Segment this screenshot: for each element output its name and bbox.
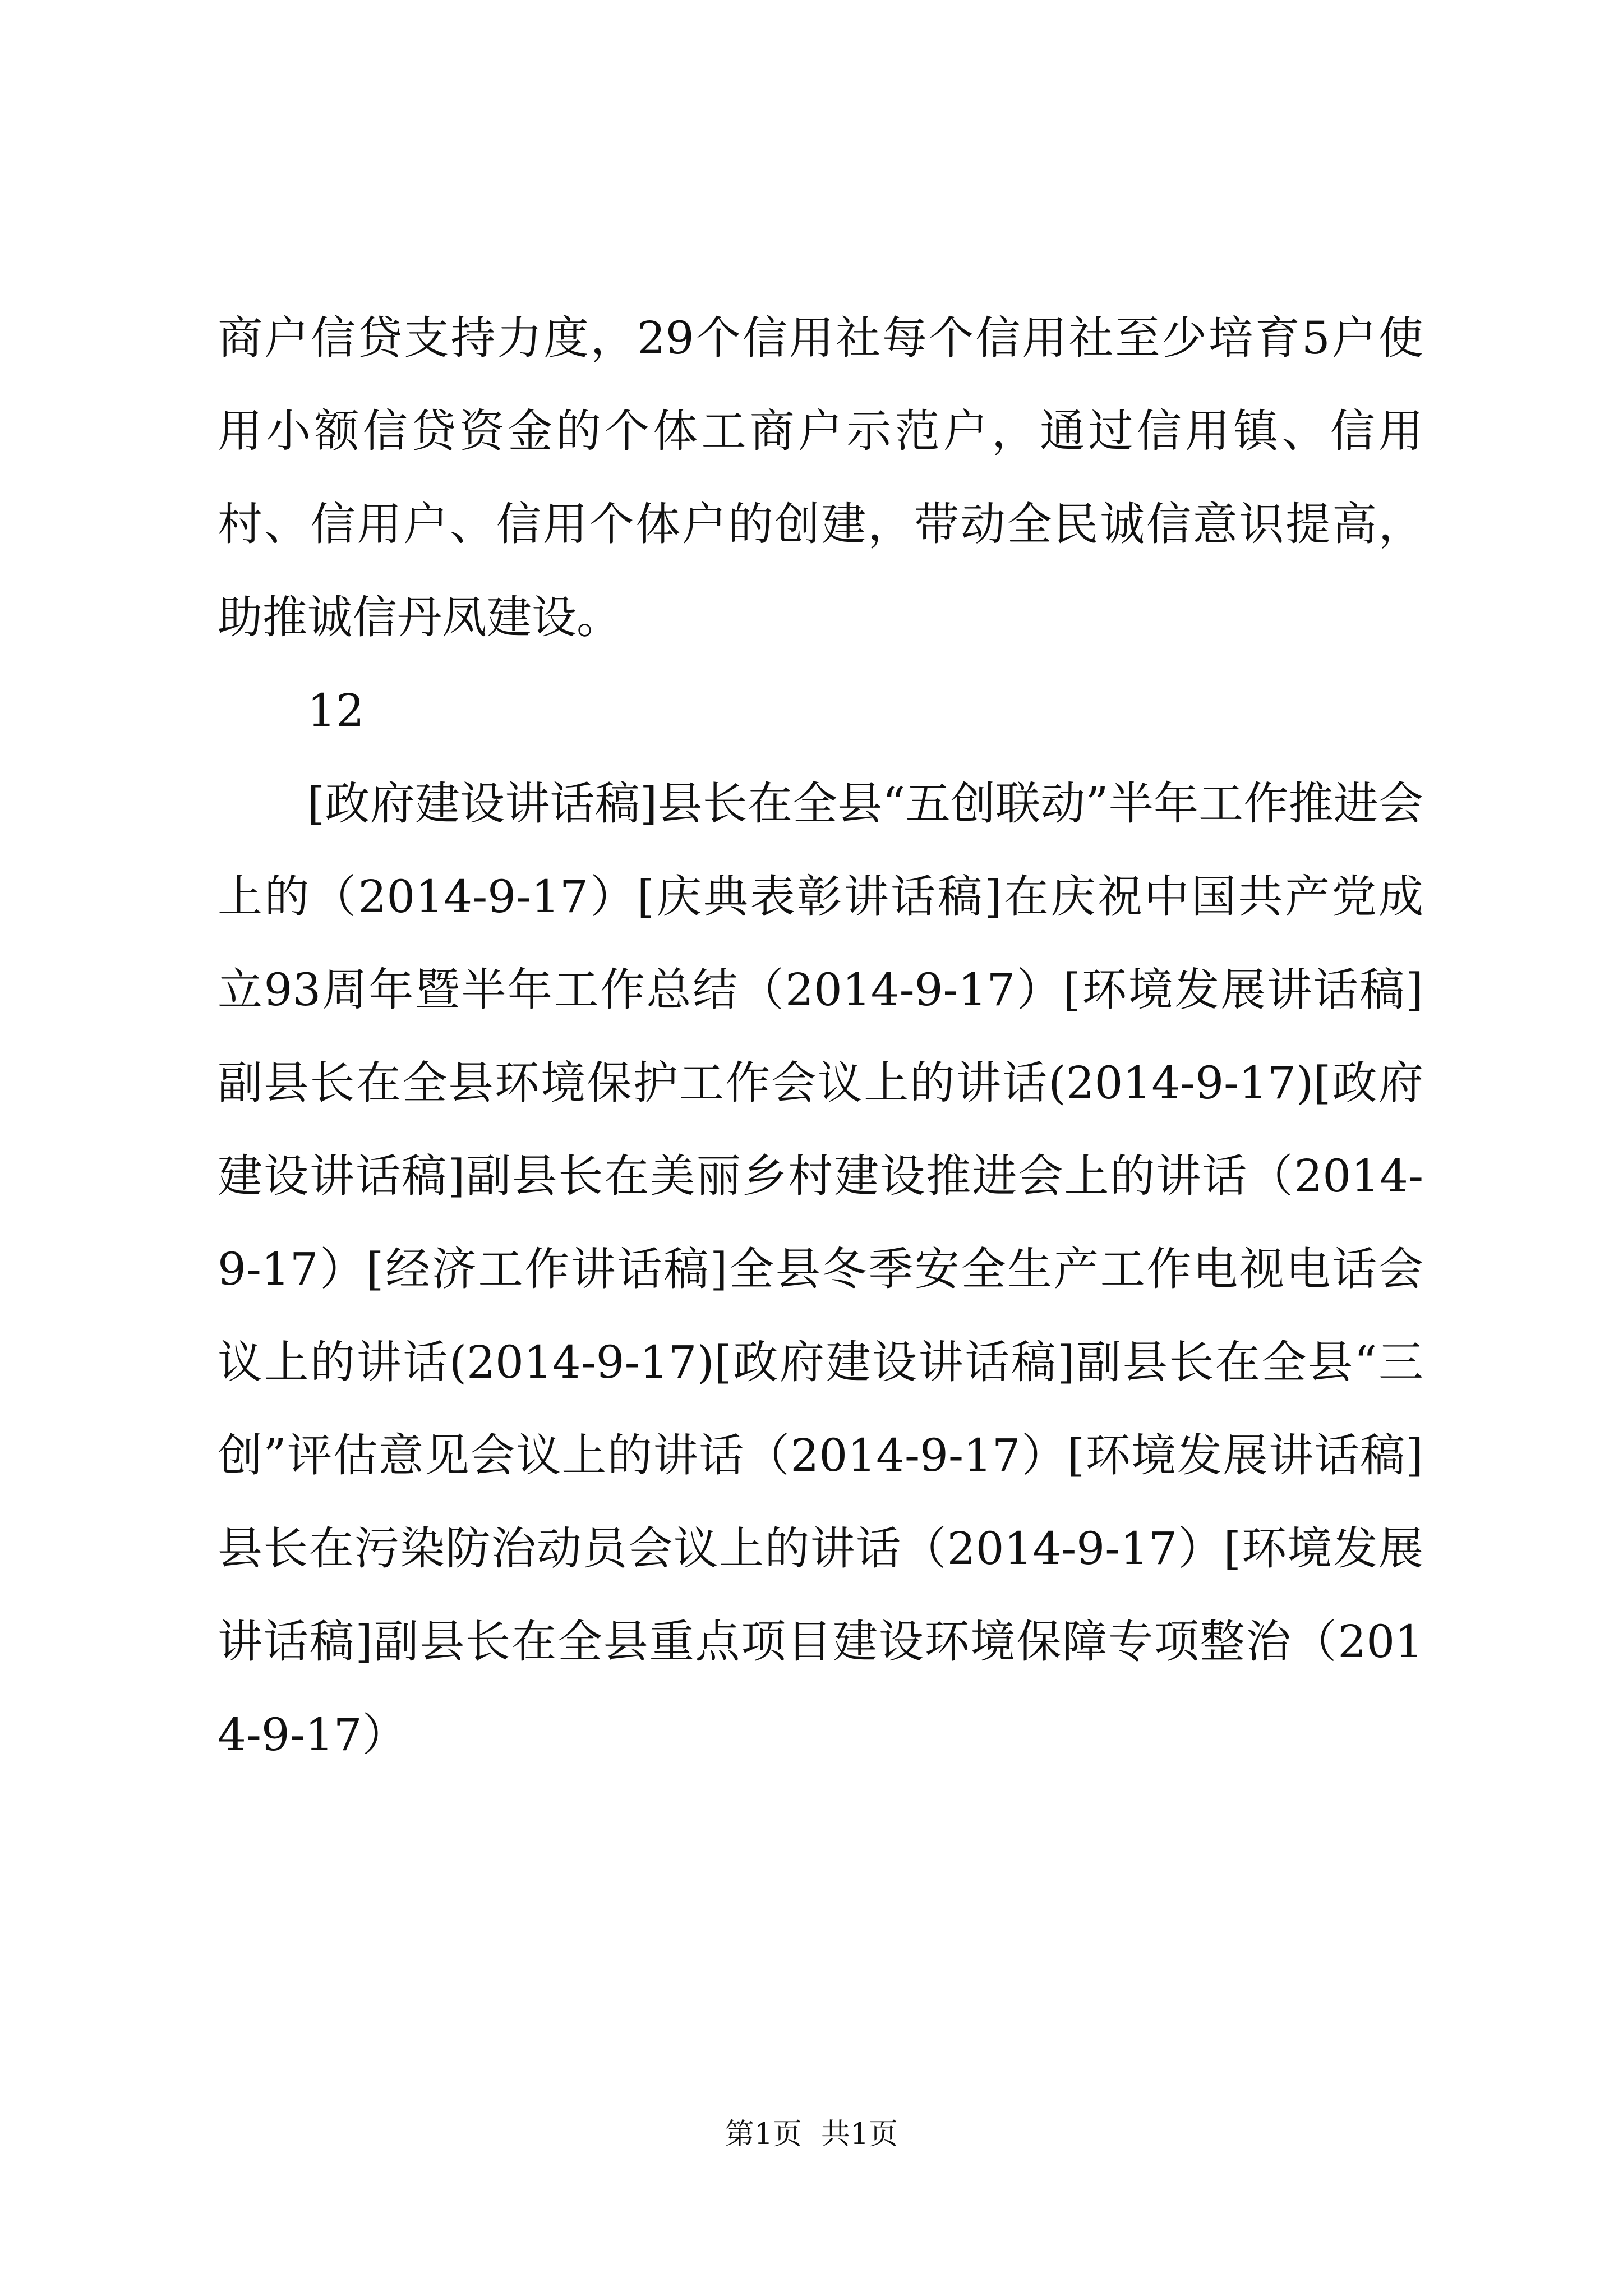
page-footer xyxy=(0,2115,1623,2154)
paragraph-related-articles: [政府建设讲话稿]县长在全县“五创联动”半年工作推进会上的（2014-9-17）[庆典表彰讲话稿]在庆祝中国共产党成立93周年暨半年工作总结（2014-9-17）[环境发展讲话稿]副县长在全县环境保护工作会议上的讲话(2014-9-17)[政府建设讲话稿]副县长在美丽乡村建设推进会上的讲话（2014-9-17）[经济工作讲话稿]全县冬季安全生产工作电视电话会议上的讲话(2014-9-17)[政府建设讲话稿]副县长在全县“三创”评估意见会议上的讲话（2014-9-17）[环境发展讲话稿]县长在污染防治动员会议上的讲话（2014-9-17）[环境发展讲话稿]副县长在全县重点项目建设环境保障专项整治（2014-9-17） xyxy=(218,777,1423,1761)
page-number: 第1页 xyxy=(725,2118,802,2151)
page-total: 共1页 xyxy=(821,2118,898,2151)
paragraph-number: 12 xyxy=(307,684,365,737)
paragraph-continuation: 商户信贷支持力度，29个信用社每个信用社至少培育5户使用小额信贷资金的个体工商户示范户，通过信用镇、信用村、信用户、信用个体户的创建，带动全民诚信意识提高，助推诚信丹凤建设。 xyxy=(218,312,1423,643)
document-body xyxy=(218,292,1423,1782)
